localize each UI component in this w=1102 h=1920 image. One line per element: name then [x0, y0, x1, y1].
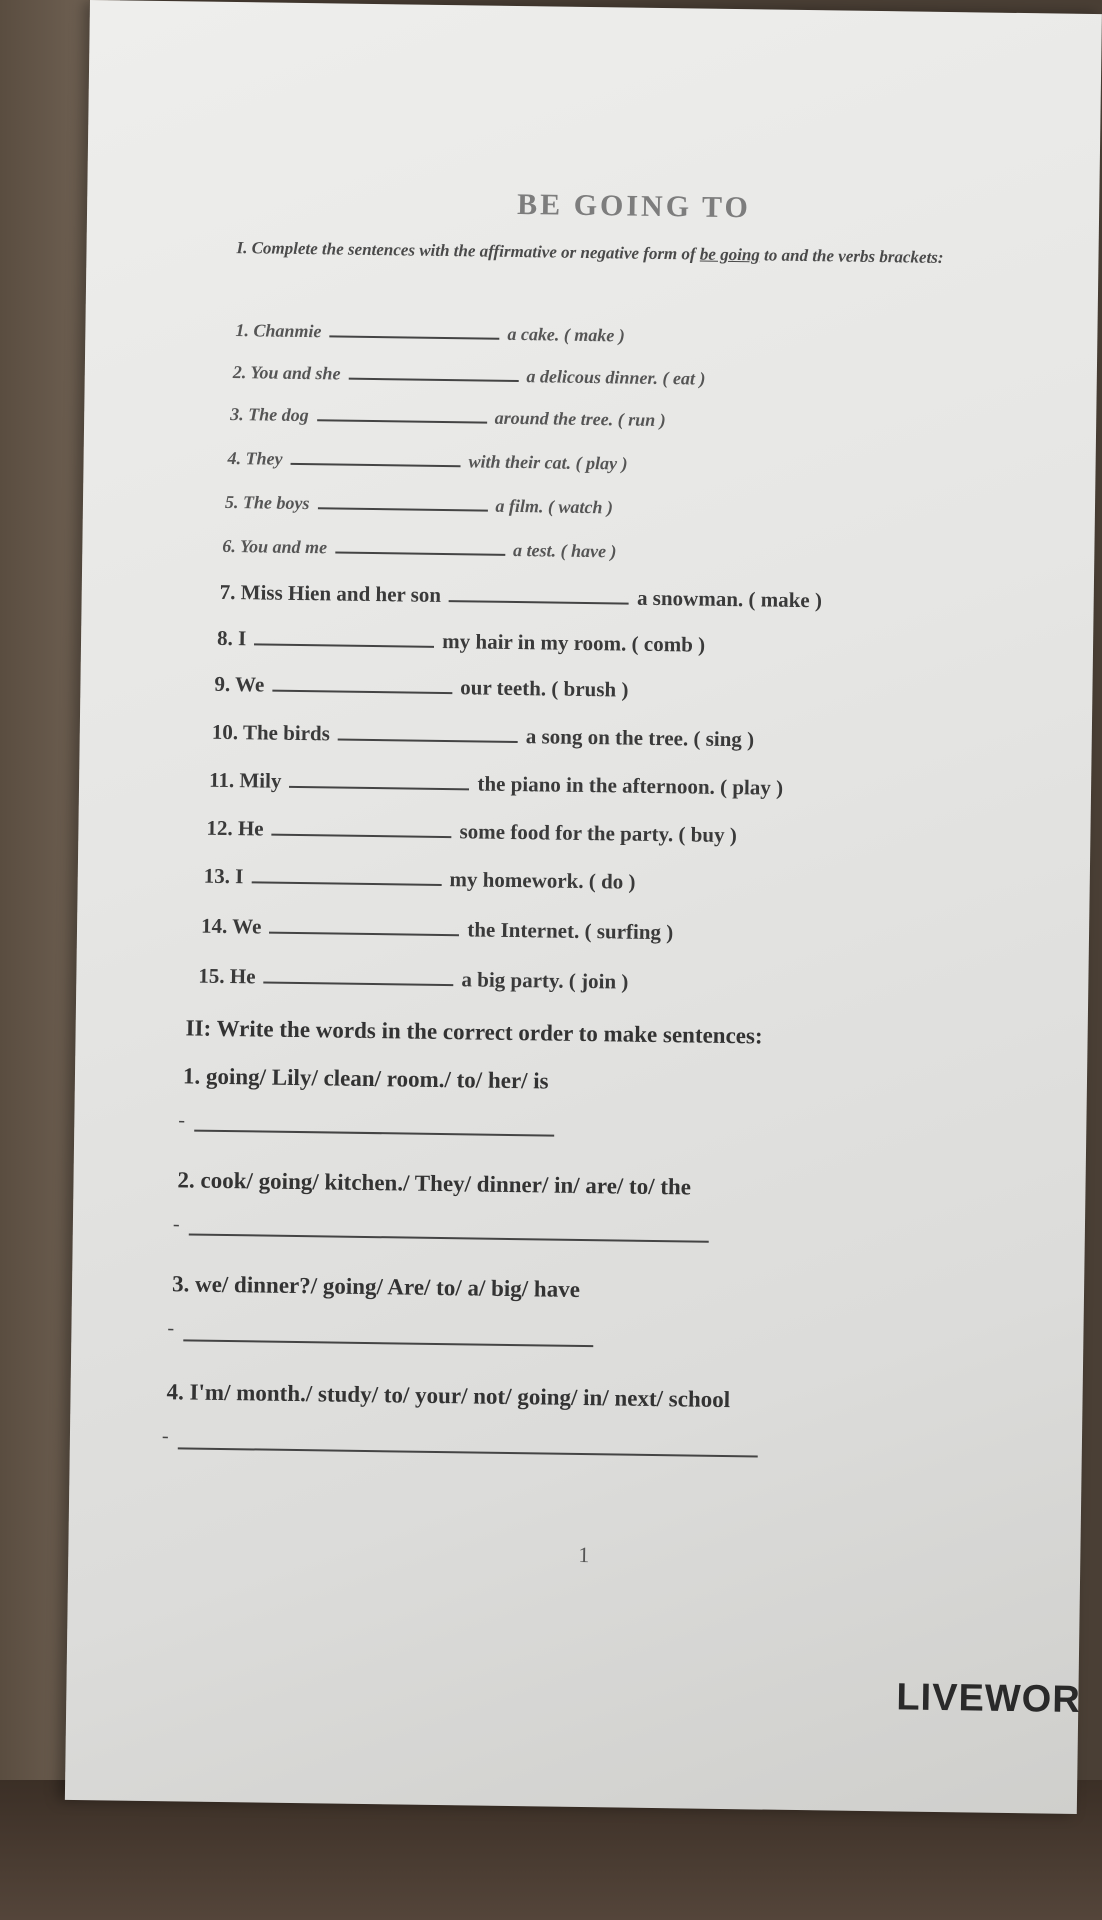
answer-dash: -	[178, 1109, 186, 1132]
answer-blank[interactable]	[272, 833, 452, 839]
exercise-item-10	[212, 720, 755, 753]
item-subject: 2. You and she	[232, 362, 341, 384]
page-number: 1	[578, 1541, 590, 1568]
item-rest: a test. ( have )	[512, 539, 617, 562]
item-subject: 13. I	[203, 863, 244, 889]
order-question-1: 1. going/ Lily/ clean/ room./ to/ her/ is	[182, 1063, 549, 1094]
exercise-item-4	[227, 448, 627, 475]
answer-dash: -	[167, 1317, 175, 1340]
answer-line-2[interactable]	[189, 1233, 709, 1242]
answer-dash: -	[172, 1213, 180, 1236]
answer-blank[interactable]	[449, 599, 629, 605]
exercise-item-15	[198, 964, 628, 995]
exercise-item-6	[222, 536, 616, 563]
item-rest: some food for the party. ( buy )	[459, 819, 737, 848]
item-subject: 4. They	[227, 447, 283, 469]
instruction-start: I. Complete the sentences with the affirmative or negative form of	[236, 238, 701, 264]
item-rest: a big party. ( join )	[461, 967, 629, 994]
instruction-end: to and the verbs brackets:	[759, 245, 944, 267]
item-rest: a song on the tree. ( sing )	[525, 724, 755, 752]
item-subject: 7. Miss Hien and her son	[219, 579, 442, 607]
item-subject: 5. The boys	[224, 491, 310, 514]
item-rest: my homework. ( do )	[449, 867, 636, 894]
item-subject: 6. You and me	[222, 535, 328, 558]
answer-line-1[interactable]	[194, 1130, 554, 1137]
item-subject: 14. We	[200, 913, 262, 939]
item-rest: a snowman. ( make )	[636, 585, 823, 613]
answer-blank[interactable]	[272, 689, 452, 695]
item-subject: 9. We	[214, 671, 265, 697]
exercise-item-13	[204, 864, 636, 895]
answer-blank[interactable]	[289, 785, 469, 791]
item-rest: a film. ( watch )	[495, 495, 614, 518]
answer-line-4[interactable]	[178, 1447, 758, 1457]
liveworksheets-logo: LIVEWOR	[896, 1676, 1081, 1721]
exercise-item-2	[233, 362, 706, 390]
exercise-item-12	[206, 816, 737, 848]
order-question-3: 3. we/ dinner?/ going/ Are/ to/ a/ big/ have	[171, 1271, 581, 1302]
item-subject: 11. Mily	[208, 767, 282, 793]
exercise-item-8	[217, 626, 705, 658]
item-rest: the Internet. ( surfing )	[467, 917, 674, 945]
answer-blank[interactable]	[317, 506, 487, 511]
worksheet-content	[65, 0, 1102, 1814]
item-subject: 8. I	[216, 625, 247, 651]
order-question-2: 2. cook/ going/ kitchen./ They/ dinner/ in/ are/ to/ the	[177, 1167, 692, 1200]
item-subject: 1. Chanmie	[235, 320, 322, 342]
instruction-underlined: be going	[699, 244, 760, 265]
exercise-item-11	[209, 768, 783, 801]
item-rest: the piano in the afternoon. ( play )	[477, 771, 784, 800]
item-subject: 15. He	[198, 963, 256, 989]
item-rest: around the tree. ( run )	[494, 407, 666, 431]
answer-blank[interactable]	[329, 334, 499, 339]
item-subject: 10. The birds	[211, 719, 331, 746]
item-subject: 12. He	[206, 815, 264, 841]
exercise-item-1	[235, 320, 625, 346]
answer-blank[interactable]	[338, 738, 518, 744]
answer-blank[interactable]	[291, 462, 461, 467]
item-subject: 3. The dog	[230, 403, 309, 426]
item-rest: a delicous dinner. ( eat )	[526, 366, 706, 389]
answer-blank[interactable]	[251, 880, 441, 886]
exercise-item-3	[230, 404, 666, 431]
part2-heading: II: Write the words in the correct order to make sentences:	[185, 1015, 763, 1049]
item-rest: our teeth. ( brush )	[460, 675, 629, 702]
worksheet-paper	[65, 0, 1102, 1814]
answer-blank[interactable]	[348, 377, 518, 382]
answer-blank[interactable]	[254, 642, 434, 648]
answer-blank[interactable]	[269, 931, 459, 937]
order-question-4: 4. I'm/ month./ study/ to/ your/ not/ going/ in/ next/ school	[166, 1379, 731, 1413]
item-rest: with their cat. ( play )	[468, 451, 628, 474]
exercise-item-5	[225, 492, 613, 518]
item-rest: my hair in my room. ( comb )	[442, 628, 706, 657]
answer-line-3[interactable]	[183, 1339, 593, 1347]
part1-instruction	[236, 234, 1016, 272]
exercise-item-14	[201, 914, 673, 946]
worksheet-title: BE GOING TO	[516, 187, 752, 225]
answer-blank[interactable]	[335, 550, 505, 555]
exercise-item-9	[214, 672, 628, 703]
answer-blank[interactable]	[317, 418, 487, 423]
item-rest: a cake. ( make )	[507, 323, 626, 346]
answer-dash: -	[161, 1425, 169, 1448]
answer-blank[interactable]	[263, 981, 453, 987]
exercise-item-7	[220, 580, 823, 613]
